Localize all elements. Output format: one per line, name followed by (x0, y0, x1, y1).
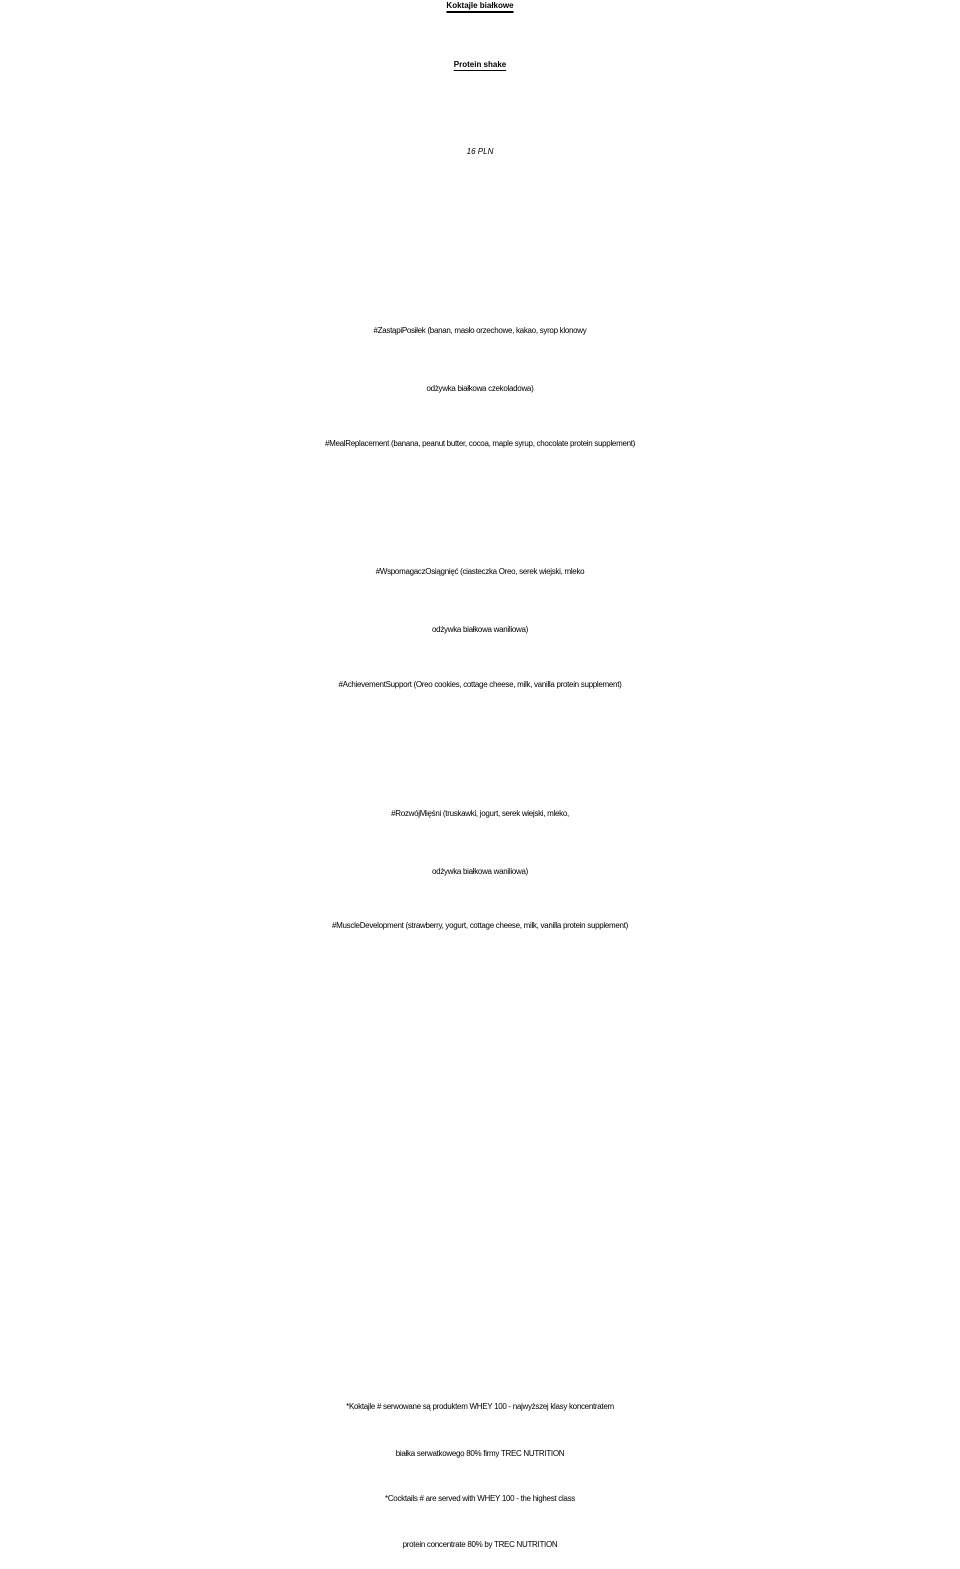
item-description-pl-line2: odżywka białkowa waniliowa) (432, 625, 528, 634)
item-description-pl-line1: #ZastąpiPosiłek (banan, masło orzechowe, kakao, syrop klonowy (373, 326, 587, 335)
footnote-en-line1: *Cocktails # are served with WHEY 100 - the highest class (385, 1494, 575, 1503)
item-description-pl-line1: #RozwójMięśni (truskawki, jogurt, serek wiejski, mleko, (391, 809, 569, 818)
item-description-en: #MealReplacement (banana, peanut butter, cocoa, maple syrup, chocolate protein supplement) (324, 439, 636, 448)
item-description-en: #AchievementSupport (Oreo cookies, cottage cheese, milk, vanilla protein supplement) (338, 680, 622, 689)
page-title: Koktajle białkowe (446, 1, 514, 10)
item-description-pl-line2: odżywka białkowa czekoladowa) (426, 384, 534, 393)
footnote-pl-line2: białka serwatkowego 80% firmy TREC NUTRITION (395, 1449, 565, 1458)
item-description-pl-line1: #WspomagaczOsiągnięć (ciasteczka Oreo, serek wiejski, mleko (375, 567, 585, 576)
price: 16 PLN (466, 147, 494, 156)
item-description-pl-line2: odżywka białkowa waniliowa) (432, 867, 528, 876)
item-description-en: #MuscleDevelopment (strawberry, yogurt, cottage cheese, milk, vanilla protein supplement) (332, 921, 628, 930)
footnote-en-line2: protein concentrate 80% by TREC NUTRITION (402, 1540, 558, 1549)
footnote-pl-line1: *Koktajle # serwowane są produktem WHEY 100 - najwyższej klasy koncentratem (346, 1402, 614, 1411)
page-subtitle: Protein shake (453, 60, 507, 69)
